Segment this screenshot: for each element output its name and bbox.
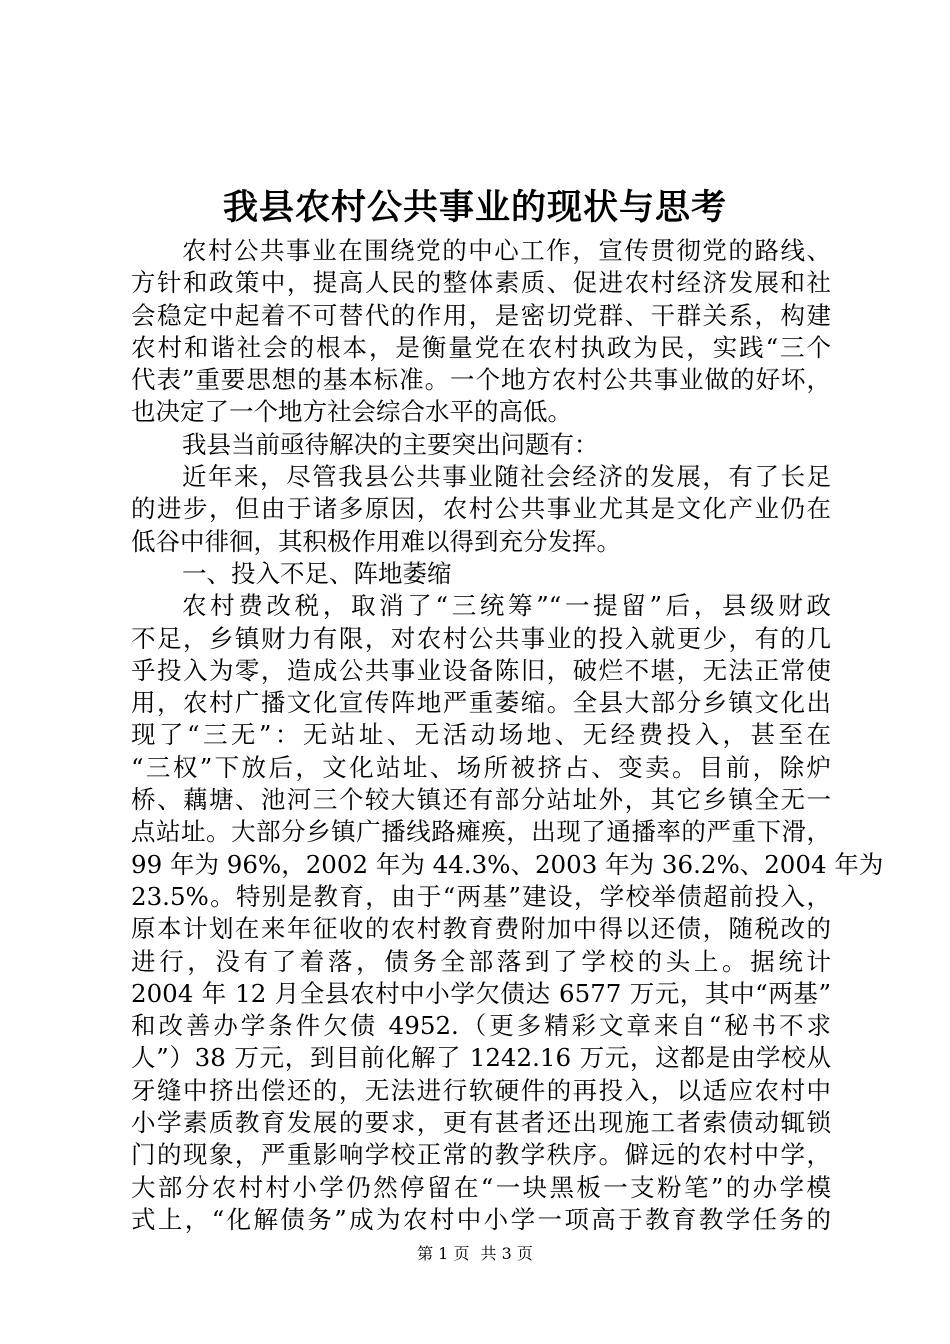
text-line: 不足，乡镇财力有限，对农村公共事业的投入就更少，有的几	[131, 623, 831, 653]
text-line: 的进步，但由于诸多原因，农村公共事业尤其是文化产业仍在	[131, 494, 831, 524]
text-line: 式上，“化解债务”成为农村中小学一项高于教育教学任务的	[131, 1204, 831, 1234]
text-line: 门的现象，严重影响学校正常的教学秩序。僻远的农村中学，	[131, 1140, 831, 1170]
text-line: 进行，没有了着落，债务全部落到了学校的头上。据统计	[131, 946, 831, 976]
text-line: 低谷中徘徊，其积极作用难以得到充分发挥。	[131, 526, 621, 556]
document-title: 我县农村公共事业的现状与思考	[222, 187, 727, 228]
text-line: 近年来，尽管我县公共事业随社会经济的发展，有了长足	[182, 462, 831, 492]
text-line: 23.5%。特别是教育，由于“两基”建设，学校举债超前投入，	[131, 881, 831, 911]
text-line: 99 年为 96%，2002 年为 44.3%、2003 年为 36.2%、2004 年为	[131, 849, 884, 879]
text-line: 也决定了一个地方社会综合水平的高低。	[131, 397, 572, 427]
text-line: 乎投入为零，造成公共事业设备陈旧，破烂不堪，无法正常使	[131, 655, 831, 685]
text-line: 点站址。大部分乡镇广播线路瘫痪，出现了通播率的严重下滑，	[131, 817, 831, 847]
text-line: 我县当前亟待解决的主要突出问题有：	[182, 429, 599, 459]
page-total: 共 3 页	[480, 1244, 533, 1263]
text-line: 原本计划在来年征收的农村教育费附加中得以还债，随税改的	[131, 914, 831, 944]
text-line: 一、投入不足、阵地萎缩	[182, 558, 452, 588]
text-line: 农村费改税，取消了“三统筹”“一提留”后，县级财政	[182, 591, 831, 621]
text-line: 农村和谐社会的根本，是衡量党在农村执政为民，实践“三个	[131, 332, 831, 362]
text-line: 方针和政策中，提高人民的整体素质、促进农村经济发展和社	[131, 268, 831, 298]
document-body	[131, 235, 884, 1236]
text-line: 用，农村广播文化宣传阵地严重萎缩。全县大部分乡镇文化出	[131, 688, 831, 718]
page-number: 第 1 页	[417, 1244, 470, 1263]
text-line: 2004 年 12 月全县农村中小学欠债达 6577 万元，其中“两基”	[131, 978, 831, 1008]
text-line: 大部分农村村小学仍然停留在“一块黑板一支粉笔”的办学模	[131, 1172, 831, 1202]
text-line: 桥、藕塘、池河三个较大镇还有部分站址外，其它乡镇全无一	[131, 785, 831, 815]
page-footer	[0, 1242, 950, 1266]
text-line: 现了“三无”：无站址、无活动场地、无经费投入，甚至在	[131, 720, 831, 750]
text-line: 和改善办学条件欠债 4952.（更多精彩文章来自“秘书不求	[131, 1011, 831, 1041]
text-line: “三权”下放后，文化站址、场所被挤占、变卖。目前，除炉	[131, 752, 831, 782]
text-line: 小学素质教育发展的要求，更有甚者还出现施工者索债动辄锁	[131, 1108, 831, 1138]
text-line: 代表”重要思想的基本标准。一个地方农村公共事业做的好坏，	[131, 365, 831, 395]
text-line: 牙缝中挤出偿还的，无法进行软硬件的再投入，以适应农村中	[131, 1075, 831, 1105]
text-line: 会稳定中起着不可替代的作用，是密切党群、干群关系，构建	[131, 300, 831, 330]
text-line: 人”）38 万元，到目前化解了 1242.16 万元，这都是由学校从	[131, 1043, 831, 1073]
text-line: 农村公共事业在围绕党的中心工作，宣传贯彻党的路线、	[182, 236, 831, 265]
